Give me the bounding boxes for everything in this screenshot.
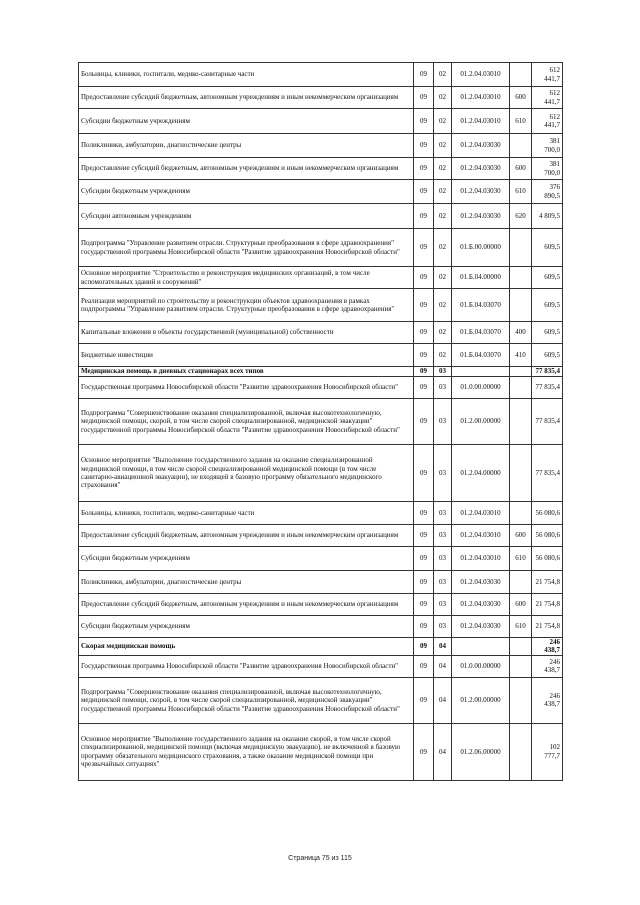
row-expense-type-code (510, 367, 532, 377)
table-row (79, 180, 563, 204)
table-row (79, 655, 563, 677)
row-name-cell: Предоставление субсидий бюджетным, автономным учреждениям и иным некоммерческим организациям (79, 525, 414, 547)
row-expense-type-code: 610 (510, 616, 532, 638)
row-amount: 376 890,5 (532, 180, 563, 204)
row-name-cell: Поликлиники, амбулатории, диагностические центры (79, 571, 414, 594)
row-subsection-code: 02 (434, 87, 452, 109)
row-name-cell: Поликлиники, амбулатории, диагностические центры (79, 134, 414, 158)
row-name-cell: Субсидии бюджетным учреждениям (79, 109, 414, 134)
row-section-code: 09 (414, 502, 434, 525)
row-amount: 381 700,0 (532, 134, 563, 158)
row-subsection-code: 02 (434, 344, 452, 367)
row-name-cell: Капитальные вложения в объекты государственной (муниципальной) собственности (79, 322, 414, 344)
row-name-cell: Предоставление субсидий бюджетным, автономным учреждениям и иным некоммерческим организациям (79, 594, 414, 616)
table-row (79, 158, 563, 180)
row-expense-type-code (510, 399, 532, 445)
budget-table-body (79, 63, 563, 781)
row-target-article-code: 01.0.00.00000 (452, 377, 510, 399)
table-row (79, 63, 563, 87)
row-subsection-code: 03 (434, 547, 452, 571)
row-name-cell: Предоставление субсидий бюджетным, автономным учреждениям и иным некоммерческим организациям (79, 158, 414, 180)
row-subsection-code: 02 (434, 180, 452, 204)
row-expense-type-code: 600 (510, 87, 532, 109)
row-target-article-code: 01.2.04.03010 (452, 547, 510, 571)
row-subsection-code: 02 (434, 134, 452, 158)
row-target-article-code: 01.Б.04.00000 (452, 267, 510, 289)
row-amount: 56 080,6 (532, 502, 563, 525)
row-section-code: 09 (414, 322, 434, 344)
table-row (79, 267, 563, 289)
row-target-article-code: 01.2.04.03010 (452, 502, 510, 525)
table-row (79, 229, 563, 267)
row-expense-type-code (510, 134, 532, 158)
row-target-article-code: 01.2.04.03030 (452, 594, 510, 616)
row-name-cell: Скорая медицинская помощь (79, 638, 414, 656)
row-subsection-code: 03 (434, 525, 452, 547)
row-target-article-code: 01.2.06.00000 (452, 723, 510, 780)
row-subsection-code: 03 (434, 502, 452, 525)
page-number: Страница 75 из 115 (288, 855, 352, 862)
row-expense-type-code (510, 571, 532, 594)
row-expense-type-code (510, 638, 532, 656)
row-section-code: 09 (414, 87, 434, 109)
row-subsection-code: 03 (434, 594, 452, 616)
table-row (79, 399, 563, 445)
row-section-code: 09 (414, 655, 434, 677)
row-expense-type-code (510, 229, 532, 267)
row-section-code: 09 (414, 525, 434, 547)
row-name-cell: Предоставление субсидий бюджетным, автономным учреждениям и иным некоммерческим организациям (79, 87, 414, 109)
row-section-code: 09 (414, 638, 434, 656)
row-section-code: 09 (414, 594, 434, 616)
row-section-code: 09 (414, 109, 434, 134)
row-section-code: 09 (414, 571, 434, 594)
row-target-article-code: 01.2.04.03030 (452, 134, 510, 158)
row-expense-type-code (510, 445, 532, 502)
row-expense-type-code: 600 (510, 525, 532, 547)
table-row (79, 547, 563, 571)
row-amount: 609,5 (532, 322, 563, 344)
row-target-article-code: 01.2.04.03010 (452, 63, 510, 87)
row-subsection-code: 02 (434, 204, 452, 229)
row-name-cell: Больницы, клиники, госпитали, медико-санитарные части (79, 63, 414, 87)
row-name-cell: Подпрограмма "Совершенствование оказания специализированной, включая высокотехнологичную, медицинской помощи, скорой, в том числе скорой специализированной, медицинской эвакуации" государственной программы Новосибирской области "Развитие здравоохранения Новосибирской области" (79, 677, 414, 723)
row-amount: 612 441,7 (532, 109, 563, 134)
row-subsection-code: 02 (434, 229, 452, 267)
row-section-code: 09 (414, 158, 434, 180)
row-section-code: 09 (414, 289, 434, 322)
table-row (79, 322, 563, 344)
row-expense-type-code (510, 502, 532, 525)
table-row (79, 638, 563, 656)
row-expense-type-code: 600 (510, 158, 532, 180)
row-subsection-code: 04 (434, 638, 452, 656)
row-amount: 21 754,8 (532, 571, 563, 594)
row-target-article-code: 01.Б.00.00000 (452, 229, 510, 267)
row-section-code: 09 (414, 547, 434, 571)
row-section-code: 09 (414, 399, 434, 445)
row-amount: 77 835,4 (532, 399, 563, 445)
row-name-cell: Субсидии бюджетным учреждениям (79, 180, 414, 204)
row-amount: 56 080,6 (532, 547, 563, 571)
row-target-article-code: 01.2.04.03030 (452, 204, 510, 229)
row-name-cell: Больницы, клиники, госпитали, медико-санитарные части (79, 502, 414, 525)
row-target-article-code: 01.2.00.00000 (452, 677, 510, 723)
row-amount: 612 441,7 (532, 63, 563, 87)
row-name-cell: Государственная программа Новосибирской области "Развитие здравоохранения Новосибирской области" (79, 377, 414, 399)
table-row (79, 367, 563, 377)
row-target-article-code: 01.2.04.00000 (452, 445, 510, 502)
table-row (79, 344, 563, 367)
row-amount: 609,5 (532, 289, 563, 322)
table-row (79, 445, 563, 502)
table-row (79, 502, 563, 525)
row-amount: 609,5 (532, 267, 563, 289)
table-row (79, 677, 563, 723)
row-section-code: 09 (414, 723, 434, 780)
row-expense-type-code (510, 655, 532, 677)
row-name-cell: Подпрограмма "Совершенствование оказания специализированной, включая высокотехнологичную, медицинской помощи, скорой, в том числе скорой специализированной, медицинской эвакуации" государственной программы Новосибирской области "Развитие здравоохранения Новосибирской области" (79, 399, 414, 445)
row-expense-type-code: 610 (510, 109, 532, 134)
row-amount: 609,5 (532, 344, 563, 367)
row-expense-type-code: 400 (510, 322, 532, 344)
row-subsection-code: 03 (434, 616, 452, 638)
row-subsection-code: 02 (434, 63, 452, 87)
row-amount: 381 700,0 (532, 158, 563, 180)
row-amount: 609,5 (532, 229, 563, 267)
table-row (79, 87, 563, 109)
row-expense-type-code (510, 677, 532, 723)
row-target-article-code (452, 367, 510, 377)
row-section-code: 09 (414, 377, 434, 399)
row-subsection-code: 03 (434, 399, 452, 445)
row-expense-type-code (510, 377, 532, 399)
row-amount: 4 809,5 (532, 204, 563, 229)
row-amount: 56 080,6 (532, 525, 563, 547)
row-section-code: 09 (414, 180, 434, 204)
row-amount: 612 441,7 (532, 87, 563, 109)
row-subsection-code: 03 (434, 367, 452, 377)
row-subsection-code: 04 (434, 655, 452, 677)
row-section-code: 09 (414, 229, 434, 267)
row-amount: 21 754,8 (532, 594, 563, 616)
row-target-article-code: 01.Б.04.03070 (452, 322, 510, 344)
row-expense-type-code: 620 (510, 204, 532, 229)
row-target-article-code: 01.0.00.00000 (452, 655, 510, 677)
row-name-cell: Основное мероприятие "Выполнение государственного задания на оказание скорой, в том числе скорой специализированной, медицинской помощи (включая медицинскую эвакуацию), не включенной в базовую программу обязательного медицинского страхования, а также оказание медицинской помощи при чрезвычайных ситуациях" (79, 723, 414, 780)
row-target-article-code: 01.2.04.03030 (452, 158, 510, 180)
row-section-code: 09 (414, 367, 434, 377)
row-name-cell: Подпрограмма "Управление развитием отрасли. Структурные преобразования в сфере здравоохранения" государственной программы Новосибирской области "Развитие здравоохранения Новосибирской области" (79, 229, 414, 267)
row-target-article-code: 01.2.04.03030 (452, 180, 510, 204)
row-expense-type-code (510, 267, 532, 289)
row-expense-type-code: 610 (510, 547, 532, 571)
row-subsection-code: 03 (434, 377, 452, 399)
row-target-article-code: 01.2.04.03010 (452, 525, 510, 547)
table-row (79, 571, 563, 594)
row-expense-type-code: 610 (510, 180, 532, 204)
row-name-cell: Субсидии бюджетным учреждениям (79, 616, 414, 638)
row-amount: 77 835,4 (532, 445, 563, 502)
row-subsection-code: 04 (434, 677, 452, 723)
row-target-article-code: 01.Б.04.03070 (452, 289, 510, 322)
row-target-article-code: 01.2.04.03030 (452, 616, 510, 638)
row-subsection-code: 03 (434, 571, 452, 594)
row-subsection-code: 02 (434, 289, 452, 322)
row-expense-type-code (510, 289, 532, 322)
row-target-article-code: 01.2.04.03030 (452, 571, 510, 594)
row-section-code: 09 (414, 134, 434, 158)
table-row (79, 616, 563, 638)
row-subsection-code: 04 (434, 723, 452, 780)
row-name-cell: Субсидии автономным учреждениям (79, 204, 414, 229)
row-expense-type-code (510, 723, 532, 780)
table-row (79, 109, 563, 134)
row-name-cell: Реализация мероприятий по строительству и реконструкции объектов здравоохранения в рамках подпрограммы "Управление развитием отрасли. Структурные преобразования в сфере здравоохранения" (79, 289, 414, 322)
row-subsection-code: 03 (434, 445, 452, 502)
row-amount: 77 835,4 (532, 377, 563, 399)
row-section-code: 09 (414, 677, 434, 723)
table-row (79, 723, 563, 780)
row-target-article-code: 01.Б.04.03070 (452, 344, 510, 367)
row-expense-type-code: 410 (510, 344, 532, 367)
row-section-code: 09 (414, 267, 434, 289)
row-subsection-code: 02 (434, 109, 452, 134)
row-name-cell: Основное мероприятие "Выполнение государственного задания на оказание специализированной медицинской помощи, в том числе скорой специализированной медицинской помощи (в том числе санитарно-авиационной эвакуации), не входящей в базовую программу обязательного медицинского страхования" (79, 445, 414, 502)
row-section-code: 09 (414, 344, 434, 367)
row-section-code: 09 (414, 445, 434, 502)
table-row (79, 134, 563, 158)
row-subsection-code: 02 (434, 322, 452, 344)
row-target-article-code: 01.2.04.03010 (452, 109, 510, 134)
table-row (79, 594, 563, 616)
row-name-cell: Медицинская помощь в дневных стационарах всех типов (79, 367, 414, 377)
row-name-cell: Субсидии бюджетным учреждениям (79, 547, 414, 571)
row-section-code: 09 (414, 204, 434, 229)
row-subsection-code: 02 (434, 158, 452, 180)
row-amount: 246 438,7 (532, 638, 563, 656)
table-row (79, 377, 563, 399)
row-expense-type-code: 600 (510, 594, 532, 616)
row-target-article-code: 01.2.04.03010 (452, 87, 510, 109)
row-section-code: 09 (414, 63, 434, 87)
row-subsection-code: 02 (434, 267, 452, 289)
row-expense-type-code (510, 63, 532, 87)
budget-table (78, 62, 563, 781)
table-row (79, 289, 563, 322)
row-amount: 21 754,8 (532, 616, 563, 638)
table-row (79, 204, 563, 229)
row-name-cell: Основное мероприятие "Строительство и реконструкция медицинских организаций, в том числе вспомогательных зданий и сооружений" (79, 267, 414, 289)
row-amount: 102 777,7 (532, 723, 563, 780)
row-name-cell: Бюджетные инвестиции (79, 344, 414, 367)
table-row (79, 525, 563, 547)
row-section-code: 09 (414, 616, 434, 638)
row-amount: 246 438,7 (532, 655, 563, 677)
row-amount: 77 835,4 (532, 367, 563, 377)
row-name-cell: Государственная программа Новосибирской области "Развитие здравоохранения Новосибирской области" (79, 655, 414, 677)
row-target-article-code: 01.2.00.00000 (452, 399, 510, 445)
row-amount: 246 438,7 (532, 677, 563, 723)
row-target-article-code (452, 638, 510, 656)
